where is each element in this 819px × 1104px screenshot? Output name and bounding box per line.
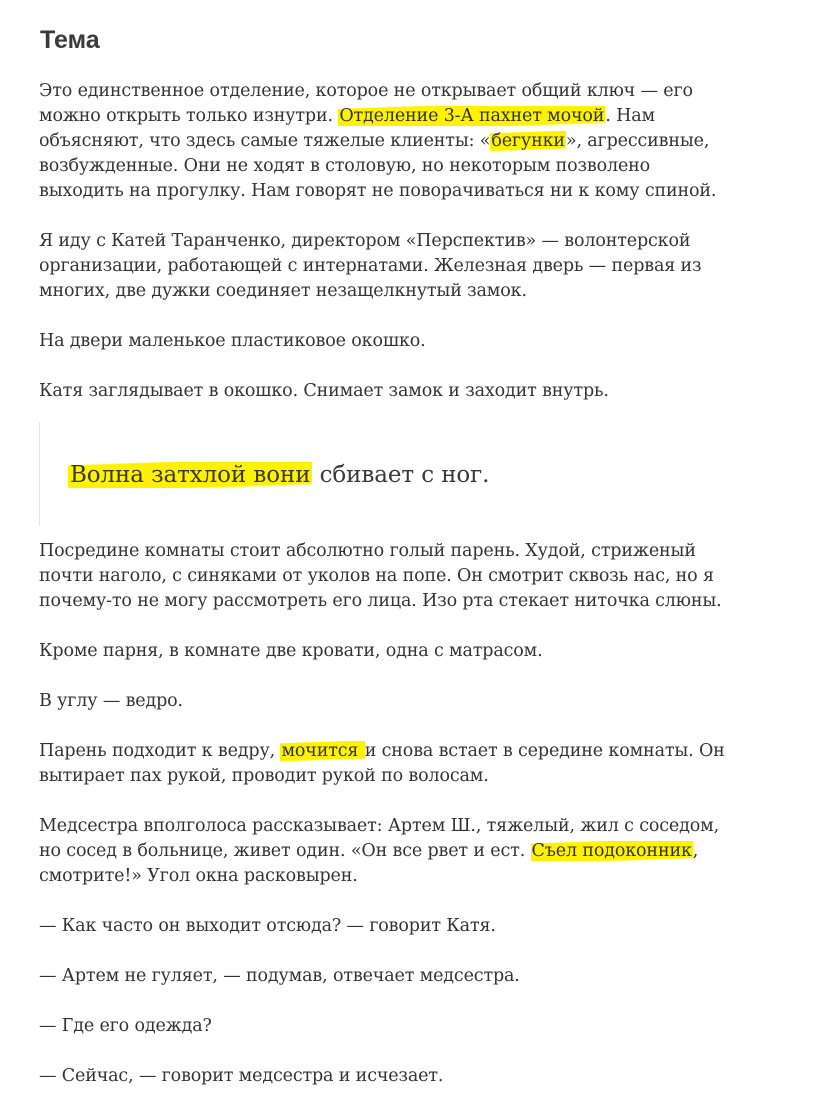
text-line: Я иду с Катей Таранченко, директором «Перспектив» — волонтерской — [39, 231, 691, 251]
quote-rest: сбивает с ног. — [312, 462, 490, 488]
text-run: объясняют, что здесь самые тяжелые клиенты: « — [39, 131, 491, 151]
text-line: многих, две дужки соединяет незащелкнутый замок. — [39, 281, 527, 301]
dialogue-line: — Сейчас, — говорит медсестра и исчезает. — [39, 1066, 444, 1086]
text-run: можно открыть только изнутри. — [39, 106, 339, 126]
dialogue-line: — Артем не гуляет, — подумав, отвечает медсестра. — [39, 966, 520, 986]
text-run: , — [692, 841, 699, 861]
paragraph-nurse — [39, 814, 789, 889]
text-line: Посредине комнаты стоит абсолютно голый парень. Худой, стриженый — [39, 541, 696, 561]
paragraph-visit — [39, 229, 789, 304]
text-line — [39, 129, 789, 154]
text-line: организации, работающей с интернатами. Железная дверь — первая из — [39, 256, 702, 276]
section-heading: Тема — [40, 26, 100, 54]
text-line: почти наголо, с синяками от уколов на попе. Он смотрит сквозь нас, но я — [39, 566, 714, 586]
text-line: возбужденные. Они не ходят в столовую, но некоторым позволено — [39, 156, 651, 176]
dialogue-line: — Как часто он выходит отсюда? — говорит Катя. — [39, 916, 496, 936]
text-line: почему-то не могу рассмотреть его лица. Изо рта стекает ниточка слюны. — [39, 591, 722, 611]
text-run: и снова встает в середине комнаты. Он — [364, 741, 725, 761]
paragraph-intro — [39, 79, 789, 204]
highlight-smell: Отделение 3-А пахнет мочой — [339, 106, 605, 126]
text-line — [39, 739, 789, 764]
text-line — [39, 104, 789, 129]
text-run: », агрессивные, — [565, 131, 710, 151]
highlight-stench: Волна затхлой вони — [70, 462, 311, 488]
dialogue-line: — Где его одежда? — [39, 1016, 212, 1036]
paragraph-bucket-use — [39, 739, 789, 789]
blockquote-border — [39, 422, 40, 526]
highlight-urinates: мочится — [281, 741, 364, 761]
text-run: Парень подходит к ведру, — [39, 741, 281, 761]
paragraph-room — [39, 539, 789, 614]
text-line: Медсестра вполголоса рассказывает: Артем Ш., тяжелый, жил с соседом, — [39, 816, 719, 836]
text-line: смотрите!» Угол окна расковырен. — [39, 866, 358, 886]
paragraph-bucket: В углу — ведро. — [39, 691, 183, 711]
text-line: Это единственное отделение, которое не открывает общий ключ — его — [39, 81, 693, 101]
paragraph-enter: Катя заглядывает в окошко. Снимает замок и заходит внутрь. — [39, 381, 609, 401]
blockquote — [68, 458, 489, 492]
highlight-runners: бегунки — [491, 131, 565, 151]
highlight-windowsill: Съел подоконник — [531, 841, 692, 861]
paragraph-window: На двери маленькое пластиковое окошко. — [39, 331, 426, 351]
text-line: вытирает пах рукой, проводит рукой по волосам. — [39, 766, 489, 786]
text-line — [39, 839, 789, 864]
text-run: но сосед в больнице, живет один. «Он все рвет и ест. — [39, 841, 531, 861]
text-line: выходить на прогулку. Нам говорят не поворачиваться ни к кому спиной. — [39, 181, 717, 201]
text-run: . Нам — [605, 106, 655, 126]
paragraph-beds: Кроме парня, в комнате две кровати, одна с матрасом. — [39, 641, 543, 661]
